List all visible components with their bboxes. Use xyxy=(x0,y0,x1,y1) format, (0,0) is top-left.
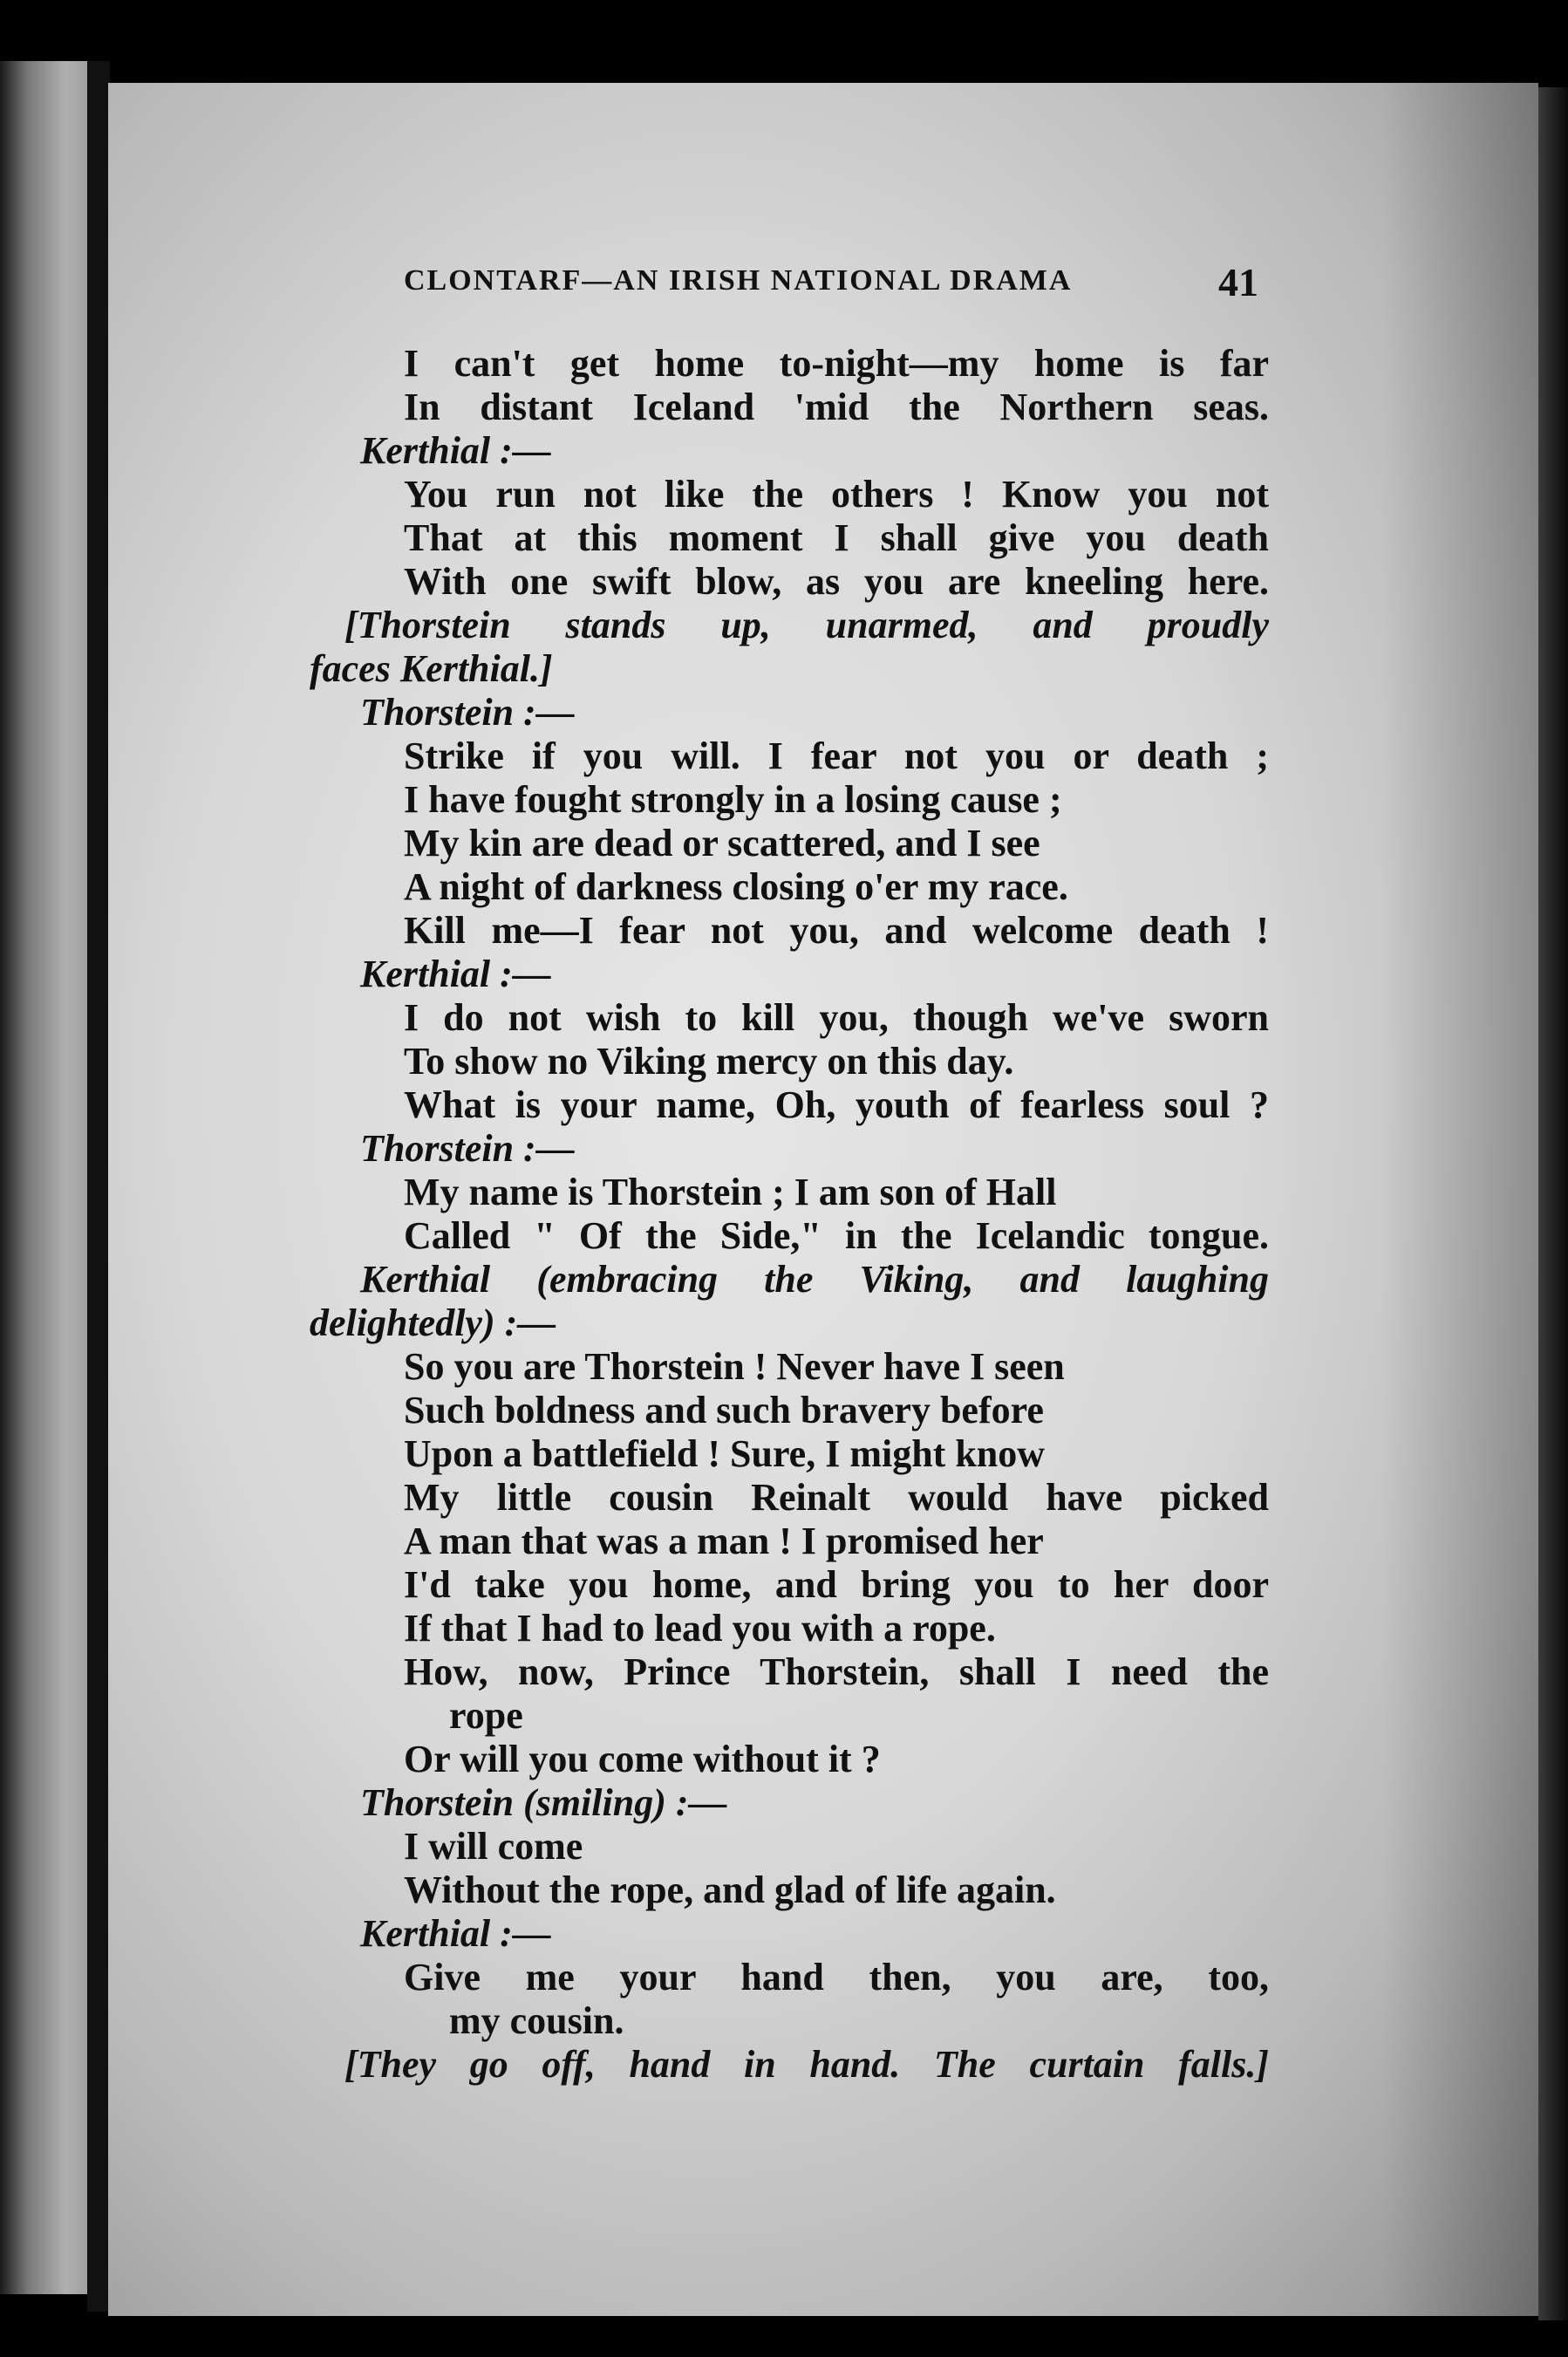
verse-line: I have fought strongly in a losing cause ; xyxy=(404,778,1062,821)
verse-line-continued: rope xyxy=(449,1694,523,1737)
verse-line: To show no Viking mercy on this day. xyxy=(404,1040,1014,1083)
verse-line: Without the rope, and glad of life again. xyxy=(404,1869,1056,1911)
verse-line: My little cousin Reinalt would have picked xyxy=(404,1476,1269,1519)
stage-direction-continued: delightedly) :— xyxy=(310,1301,556,1344)
stage-direction: [They go off, hand in hand. The curtain falls.] xyxy=(344,2043,1269,2086)
verse-line: Such boldness and such bravery before xyxy=(404,1389,1044,1431)
verse-line: Upon a battlefield ! Sure, I might know xyxy=(404,1432,1046,1475)
verse-line: I will come xyxy=(404,1825,583,1868)
running-head-title: CLONTARF—AN IRISH NATIONAL DRAMA xyxy=(404,264,1073,297)
verse-line: I'd take you home, and bring you to her door xyxy=(404,1563,1269,1606)
verse-line: My name is Thorstein ; I am son of Hall xyxy=(404,1171,1057,1213)
verse-line: In distant Iceland 'mid the Northern seas. xyxy=(404,386,1269,428)
speaker-heading: Thorstein (smiling) :— xyxy=(360,1781,727,1824)
verse-line: With one swift blow, as you are kneeling here. xyxy=(404,560,1269,603)
verse-line: So you are Thorstein ! Never have I seen xyxy=(404,1345,1065,1388)
page-edge-shadow xyxy=(1538,87,1568,2320)
stage-direction: [Thorstein stands up, unarmed, and proudly xyxy=(344,604,1269,646)
speaker-heading: Kerthial :— xyxy=(360,1912,551,1955)
verse-line: A man that was a man ! I promised her xyxy=(404,1520,1044,1562)
verse-line: I can't get home to-night—my home is far xyxy=(404,342,1269,385)
verse-line: How, now, Prince Thorstein, shall I need the xyxy=(404,1650,1269,1693)
verse-line: I do not wish to kill you, though we've sworn xyxy=(404,996,1269,1039)
running-head xyxy=(404,260,1258,304)
verse-line: Give me your hand then, you are, too, xyxy=(404,1956,1269,1998)
verse-line: Kill me—I fear not you, and welcome death ! xyxy=(404,909,1269,952)
verse-line-continued: my cousin. xyxy=(449,1999,624,2042)
speaker-heading: Thorstein :— xyxy=(360,691,575,734)
stage-direction-continued: faces Kerthial.] xyxy=(310,647,553,690)
speaker-heading: Kerthial :— xyxy=(360,953,551,995)
book-gutter xyxy=(87,61,110,2312)
stage-direction: Kerthial (embracing the Viking, and laughing xyxy=(360,1258,1269,1301)
verse-line: You run not like the others ! Know you not xyxy=(404,473,1269,516)
play-text xyxy=(310,342,1269,2087)
verse-line: Or will you come without it ? xyxy=(404,1738,881,1780)
facing-page-edge xyxy=(0,61,94,2294)
verse-line: What is your name, Oh, youth of fearless soul ? xyxy=(404,1083,1269,1126)
verse-line: Strike if you will. I fear not you or death ; xyxy=(404,734,1269,777)
page-number: 41 xyxy=(1218,260,1258,304)
speaker-heading: Kerthial :— xyxy=(360,429,551,472)
verse-line: A night of darkness closing o'er my race. xyxy=(404,865,1068,908)
verse-line: Called " Of the Side," in the Icelandic tongue. xyxy=(404,1214,1269,1257)
verse-line: My kin are dead or scattered, and I see xyxy=(404,822,1040,864)
verse-line: That at this moment I shall give you death xyxy=(404,516,1269,559)
verse-line: If that I had to lead you with a rope. xyxy=(404,1607,996,1650)
speaker-heading: Thorstein :— xyxy=(360,1127,575,1170)
